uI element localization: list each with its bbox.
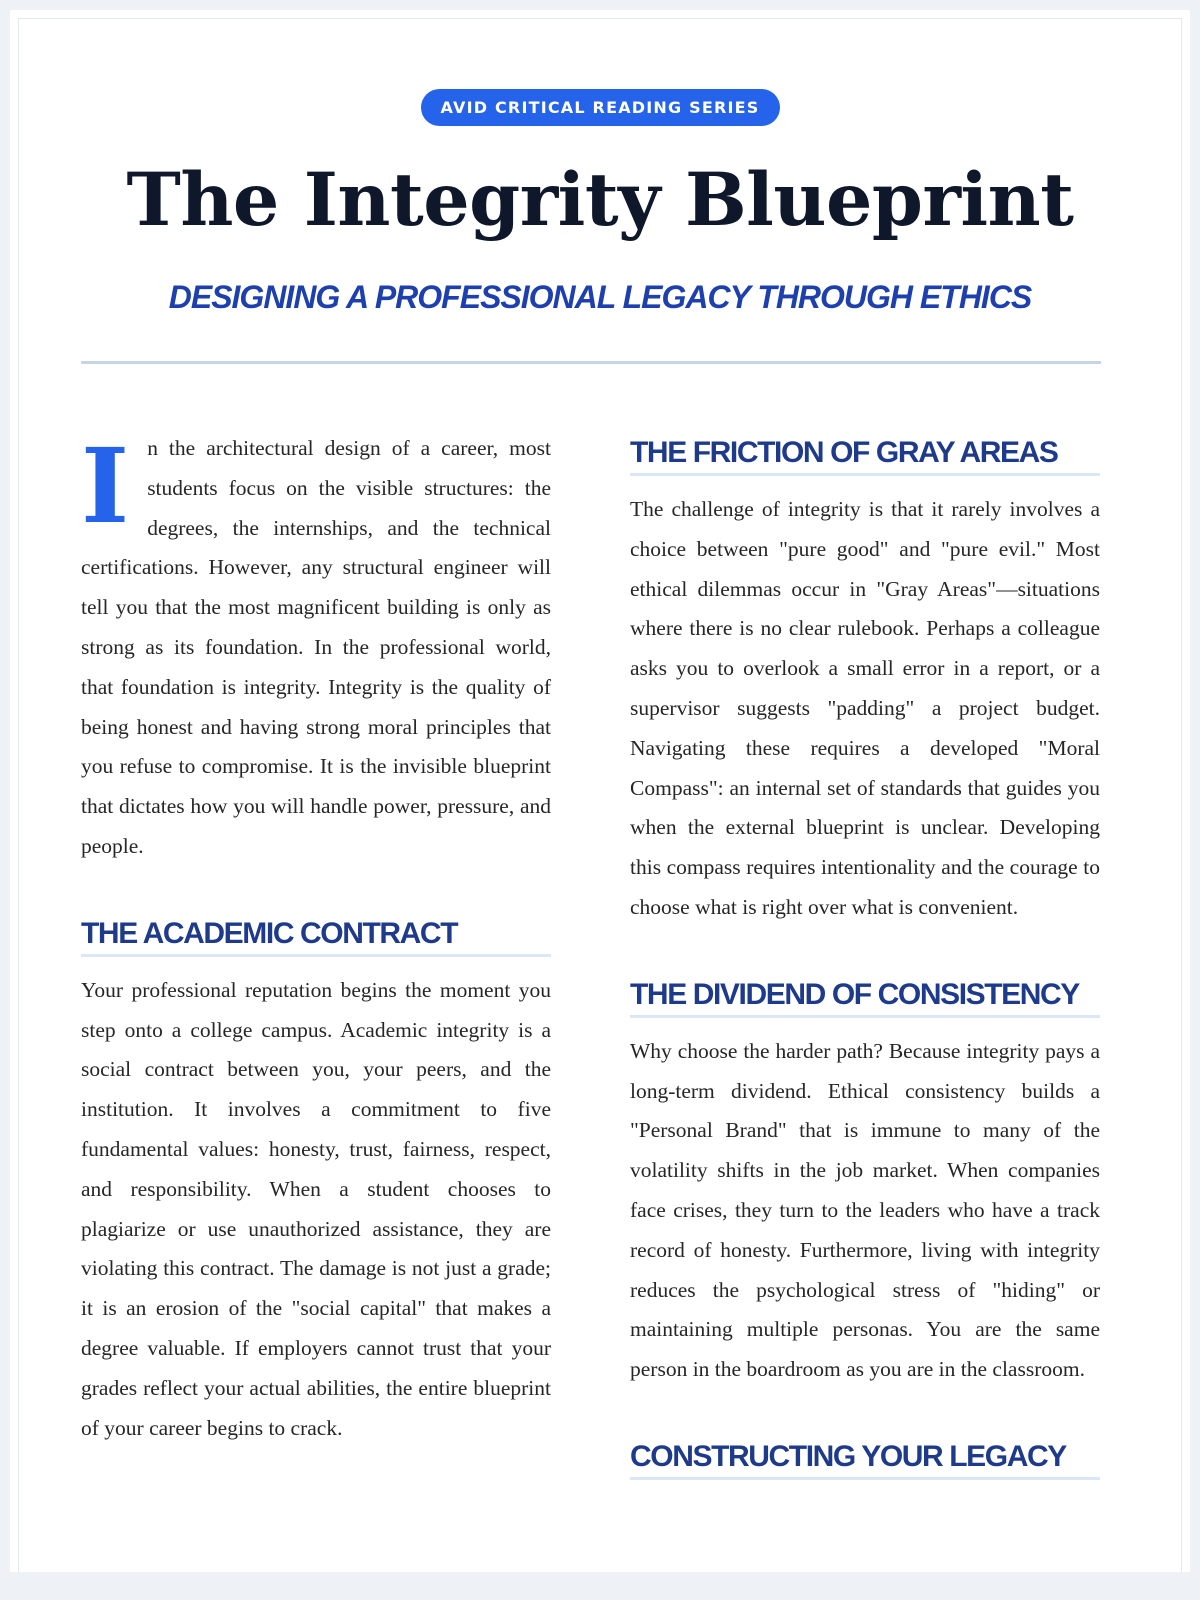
intro-text: n the architectural design of a career, most students focus on the visible structures: the degrees, the internships, and the technical certifications. However, any structural engineer will tell you that the most magnificent building is only as strong as its foundation. In the professional world, that foundation is integrity. Integrity is the quality of being honest and having strong moral principles that you refuse to compromise. It is the invisible blueprint that dictates how you will handle power, pressure, and people. [81,436,551,858]
page-frame [18,18,1182,1582]
page-title: The Integrity Blueprint [126,157,1074,243]
section-body-gray-areas: The challenge of integrity is that it rarely involves a choice between "pure good" and "pure evil." Most ethical dilemmas occur in "Gray Areas"—situations where there is no clear rulebook. Perhaps a colleague asks you to overlook a small error in a report, or a supervisor suggests "padding" a project budget. Navigating these requires a developed "Moral Compass": an internal set of standards that guides you when the external blueprint is unclear. Developing this compass requires intentionality and the courage to choose what is right over what is convenient. [630,497,1100,919]
section-heading-gray-areas: THE FRICTION OF GRAY AREAS [630,436,1100,476]
document-page [10,10,1190,1590]
page-bottom-edge [10,1572,1190,1590]
page-subtitle: DESIGNING A PROFESSIONAL LEGACY THROUGH ETHICS [168,279,1032,315]
badge-container [19,89,1181,126]
header-divider [81,361,1101,364]
section-heading-dividend: THE DIVIDEND OF CONSISTENCY [630,978,1100,1018]
section-heading-legacy: CONSTRUCTING YOUR LEGACY [630,1440,1100,1480]
series-badge: AVID CRITICAL READING SERIES [421,89,780,126]
section-heading-academic-contract: THE ACADEMIC CONTRACT [81,917,551,957]
right-column [630,429,1100,1494]
section-body-dividend: Why choose the harder path? Because integrity pays a long-term dividend. Ethical consistency builds a "Personal Brand" that is immune to many of the volatility shifts in the job market. When companies face crises, they turn to the leaders who have a track record of honesty. Furthermore, living with integrity reduces the psychological stress of "hiding" or maintaining multiple personas. You are the same person in the boardroom as you are in the classroom. [630,1038,1100,1382]
drop-cap: I [81,426,130,547]
intro-paragraph [81,426,551,867]
section-body-academic-contract: Your professional reputation begins the moment you step onto a college campus. Academic integrity is a social contract between you, your peers, and the institution. It involves a commitment to five fundamental values: honesty, trust, fairness, respect, and responsibility. When a student chooses to plagiarize or use unauthorized assistance, they are violating this contract. The damage is not just a grade; it is an erosion of the "social capital" that makes a degree valuable. If employers cannot trust that your grades reflect your actual abilities, the entire blueprint of your career begins to crack. [81,977,551,1440]
left-column [81,426,551,1448]
